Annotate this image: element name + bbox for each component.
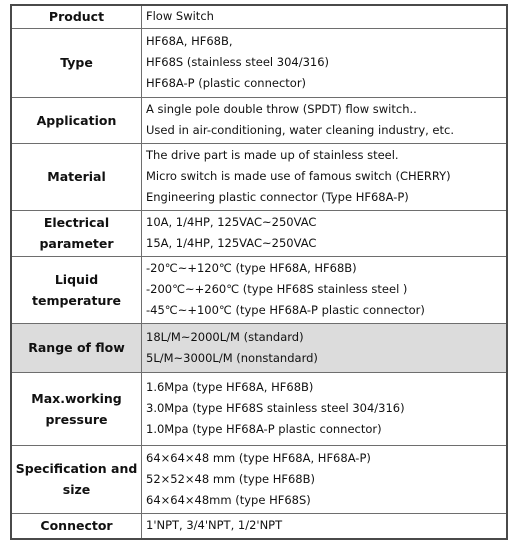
label-liquid-temperature: Liquid temperature — [11, 256, 142, 323]
row-material — [11, 143, 507, 210]
row-connector — [11, 513, 507, 539]
value-line: Engineering plastic connector (Type HF68A-P) — [146, 190, 409, 204]
value-line: Micro switch is made use of famous switch (CHERRY) — [146, 169, 451, 183]
row-specification-size — [11, 445, 507, 513]
value-type — [142, 28, 508, 97]
label-application: Application — [11, 97, 142, 143]
label-electrical: Electrical parameter — [11, 210, 142, 256]
value-line: 3.0Mpa (type HF68S stainless steel 304/316) — [146, 401, 405, 415]
value-line: 64×64×48mm (type HF68S) — [146, 492, 311, 507]
label-product: Product — [11, 5, 142, 28]
row-liquid-temperature — [11, 256, 507, 323]
label-material: Material — [11, 143, 142, 210]
value-material — [142, 143, 508, 210]
row-application — [11, 97, 507, 143]
label-range-of-flow: Range of flow — [11, 323, 142, 372]
value-electrical — [142, 210, 508, 256]
value-line: 18L/M~2000L/M (standard) — [146, 329, 304, 344]
row-electrical — [11, 210, 507, 256]
value-line: Flow Switch — [146, 9, 214, 24]
value-line: -45℃~+100℃ (type HF68A-P plastic connector) — [146, 303, 425, 317]
value-line: HF68A, HF68B, — [146, 34, 233, 48]
label-connector: Connector — [11, 513, 142, 539]
value-max-working-pressure — [142, 372, 508, 445]
value-line: 1.0Mpa (type HF68A-P plastic connector) — [146, 422, 382, 436]
value-line: 10A, 1/4HP, 125VAC~250VAC — [146, 215, 317, 229]
value-liquid-temperature — [142, 256, 508, 323]
row-max-working-pressure — [11, 372, 507, 445]
value-line: HF68S (stainless steel 304/316) — [146, 55, 330, 69]
value-connector — [142, 513, 508, 539]
value-line: 1.6Mpa (type HF68A, HF68B) — [146, 380, 314, 394]
label-max-working-pressure: Max.working pressure — [11, 372, 142, 445]
value-line: HF68A-P (plastic connector) — [146, 76, 307, 90]
value-line: Used in air-conditioning, water cleaning industry, etc. — [146, 123, 454, 137]
value-range-of-flow — [142, 323, 508, 372]
label-type: Type — [11, 28, 142, 97]
value-application — [142, 97, 508, 143]
value-line: A single pole double throw (SPDT) flow switch.. — [146, 102, 417, 116]
row-product — [11, 5, 507, 28]
value-line: 5L/M~3000L/M (nonstandard) — [146, 350, 318, 365]
value-line: 64×64×48 mm (type HF68A, HF68A-P) — [146, 450, 371, 465]
value-line: -200℃~+260℃ (type HF68S stainless steel ) — [146, 282, 408, 296]
value-product — [142, 5, 508, 28]
value-line: 15A, 1/4HP, 125VAC~250VAC — [146, 236, 317, 250]
row-range-of-flow — [11, 323, 507, 372]
value-line: -20℃~+120℃ (type HF68A, HF68B) — [146, 261, 357, 275]
value-line: 52×52×48 mm (type HF68B) — [146, 471, 315, 486]
value-line: The drive part is made up of stainless steel. — [146, 148, 399, 162]
row-type — [11, 28, 507, 97]
value-line: 1'NPT, 3/4'NPT, 1/2'NPT — [146, 518, 283, 533]
spec-table — [10, 4, 508, 540]
value-specification-size — [142, 445, 508, 513]
label-specification-size: Specification and size — [11, 445, 142, 513]
